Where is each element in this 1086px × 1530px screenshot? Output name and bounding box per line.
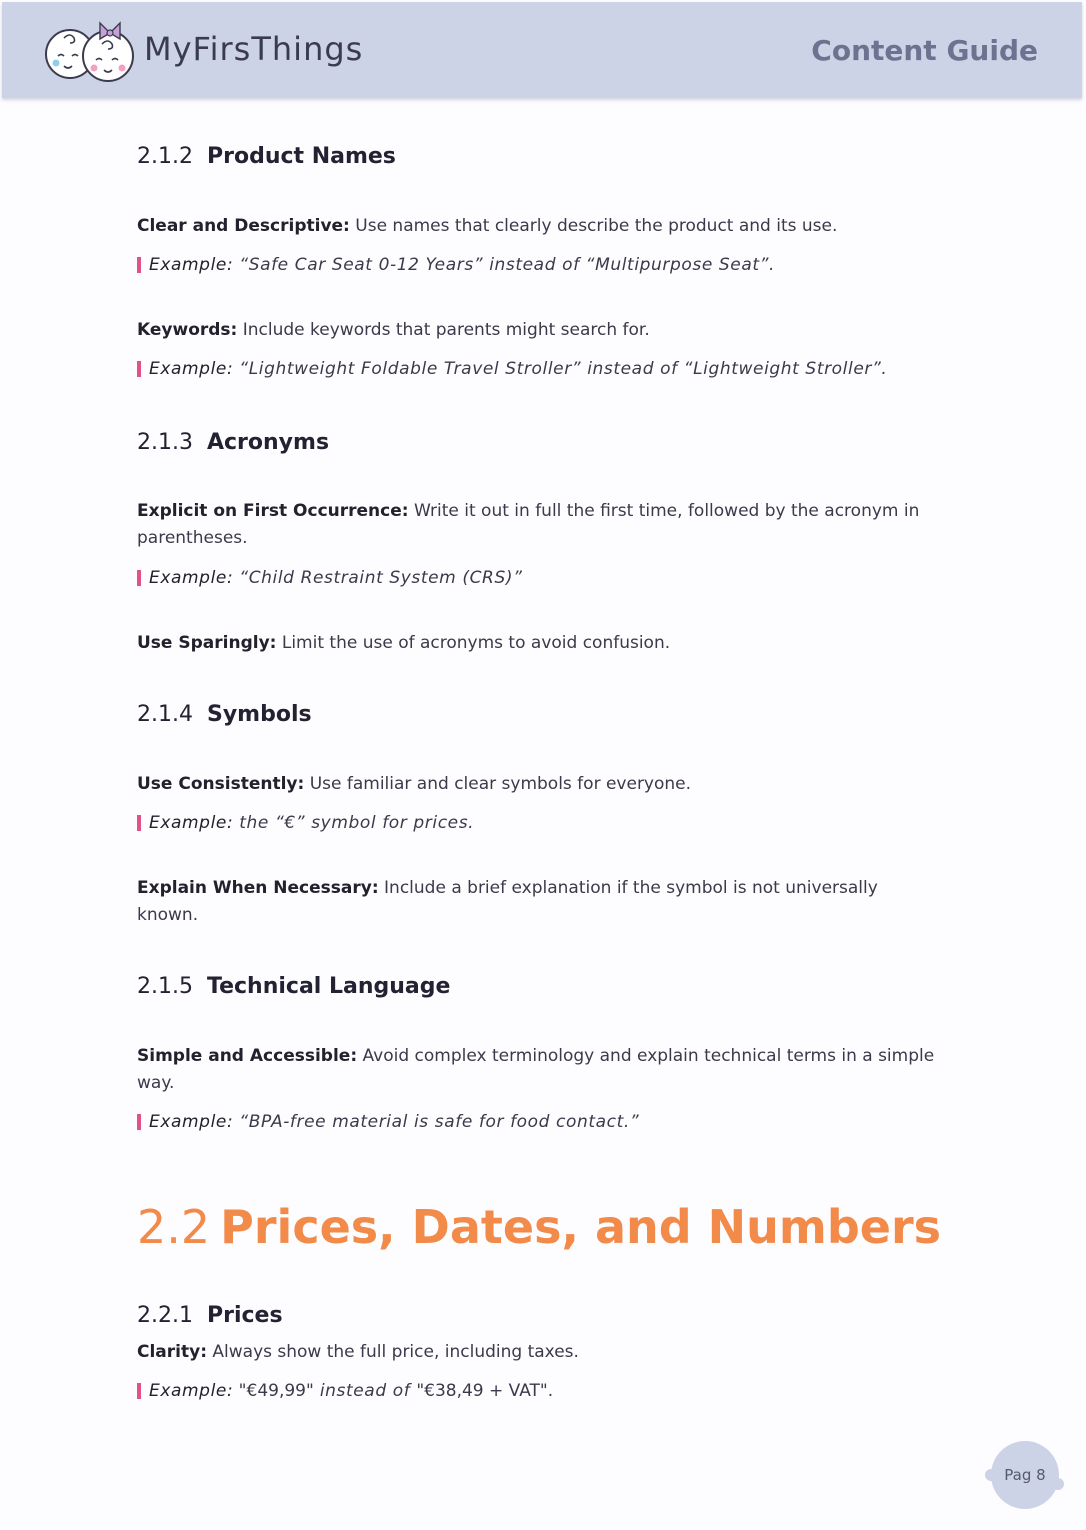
paragraph-clear-descriptive xyxy=(137,213,937,240)
paragraph-clarity xyxy=(137,1339,937,1366)
paragraph-label: Clear and Descriptive: xyxy=(137,216,350,236)
example-label: Example: xyxy=(149,1112,234,1132)
paragraph-use-sparingly xyxy=(137,630,937,657)
section-heading-technical-language xyxy=(137,973,450,999)
paragraph-text: Limit the use of acronyms to avoid confusion. xyxy=(276,633,671,653)
paragraph-explicit-first xyxy=(137,498,937,552)
chapter-title: Prices, Dates, and Numbers xyxy=(220,1200,942,1254)
example-product-names-1 xyxy=(137,254,949,276)
section-number: 2.1.2 xyxy=(137,144,193,169)
section-number: 2.2.1 xyxy=(137,1303,193,1328)
paragraph-text: Always show the full price, including taxes. xyxy=(207,1342,579,1362)
example-text: the “€” symbol for prices. xyxy=(233,813,475,833)
section-title: Prices xyxy=(206,1303,283,1328)
example-acronyms xyxy=(137,567,949,589)
section-number: 2.1.5 xyxy=(137,974,193,999)
paragraph-text: Avoid complex terminology and explain technical terms in a simple way. xyxy=(137,1046,935,1093)
paragraph-label: Keywords: xyxy=(137,320,238,340)
example-technical-language xyxy=(137,1111,949,1133)
section-heading-product-names xyxy=(137,143,396,169)
example-label: Example: xyxy=(149,359,234,379)
paragraph-text: Write it out in full the first time, followed by the acronym in parentheses. xyxy=(137,501,920,548)
example-text: “Safe Car Seat 0-12 Years” instead of “Multipurpose Seat”. xyxy=(233,255,776,275)
paragraph-simple-accessible xyxy=(137,1043,937,1097)
example-text: “BPA-free material is safe for food contact.” xyxy=(233,1112,640,1132)
section-title: Product Names xyxy=(206,144,396,169)
paragraph-text: Use familiar and clear symbols for everyone. xyxy=(304,774,692,794)
section-number: 2.1.3 xyxy=(137,430,193,455)
chapter-number: 2.2 xyxy=(137,1200,211,1254)
paragraph-text: Include keywords that parents might search for. xyxy=(237,320,650,340)
example-label: Example: xyxy=(149,813,234,833)
paragraph-keywords xyxy=(137,317,937,344)
paragraph-explain-when-necessary xyxy=(137,875,937,929)
page-number-badge xyxy=(991,1441,1059,1509)
paragraph-label: Use Sparingly: xyxy=(137,633,277,653)
example-connector: instead of xyxy=(313,1381,417,1401)
brand-name: MyFirsThings xyxy=(144,30,364,68)
document-title: Content Guide xyxy=(811,34,1038,67)
section-title: Technical Language xyxy=(206,974,451,999)
example-label: Example: xyxy=(149,568,234,588)
paragraph-label: Clarity: xyxy=(137,1342,207,1362)
paragraph-label: Use Consistently: xyxy=(137,774,305,794)
example-text: “Lightweight Foldable Travel Stroller” instead of “Lightweight Stroller”. xyxy=(233,359,888,379)
paragraph-text: Include a brief explanation if the symbol is not universally known. xyxy=(137,878,878,925)
section-title: Symbols xyxy=(206,702,312,727)
example-price-full: "€49,99" xyxy=(233,1381,314,1401)
section-number: 2.1.4 xyxy=(137,702,193,727)
baby-faces-logo-icon xyxy=(42,18,142,88)
example-label: Example: xyxy=(149,1381,234,1401)
chapter-heading-prices-dates-numbers xyxy=(137,1200,941,1254)
section-heading-acronyms xyxy=(137,429,329,455)
example-symbols xyxy=(137,812,949,834)
example-prices xyxy=(137,1380,949,1402)
page-number: Pag 8 xyxy=(1004,1466,1046,1484)
section-title: Acronyms xyxy=(206,430,330,455)
example-text: “Child Restraint System (CRS)” xyxy=(233,568,523,588)
example-price-net: "€38,49 + VAT". xyxy=(416,1381,554,1401)
paragraph-label: Simple and Accessible: xyxy=(137,1046,358,1066)
page-header xyxy=(2,2,1082,98)
example-label: Example: xyxy=(149,255,234,275)
paragraph-label: Explain When Necessary: xyxy=(137,878,379,898)
paragraph-label: Explicit on First Occurrence: xyxy=(137,501,409,521)
paragraph-text: Use names that clearly describe the product and its use. xyxy=(349,216,838,236)
paragraph-use-consistently xyxy=(137,771,937,798)
section-heading-prices xyxy=(137,1302,283,1328)
section-heading-symbols xyxy=(137,701,312,727)
example-product-names-2 xyxy=(137,358,949,380)
